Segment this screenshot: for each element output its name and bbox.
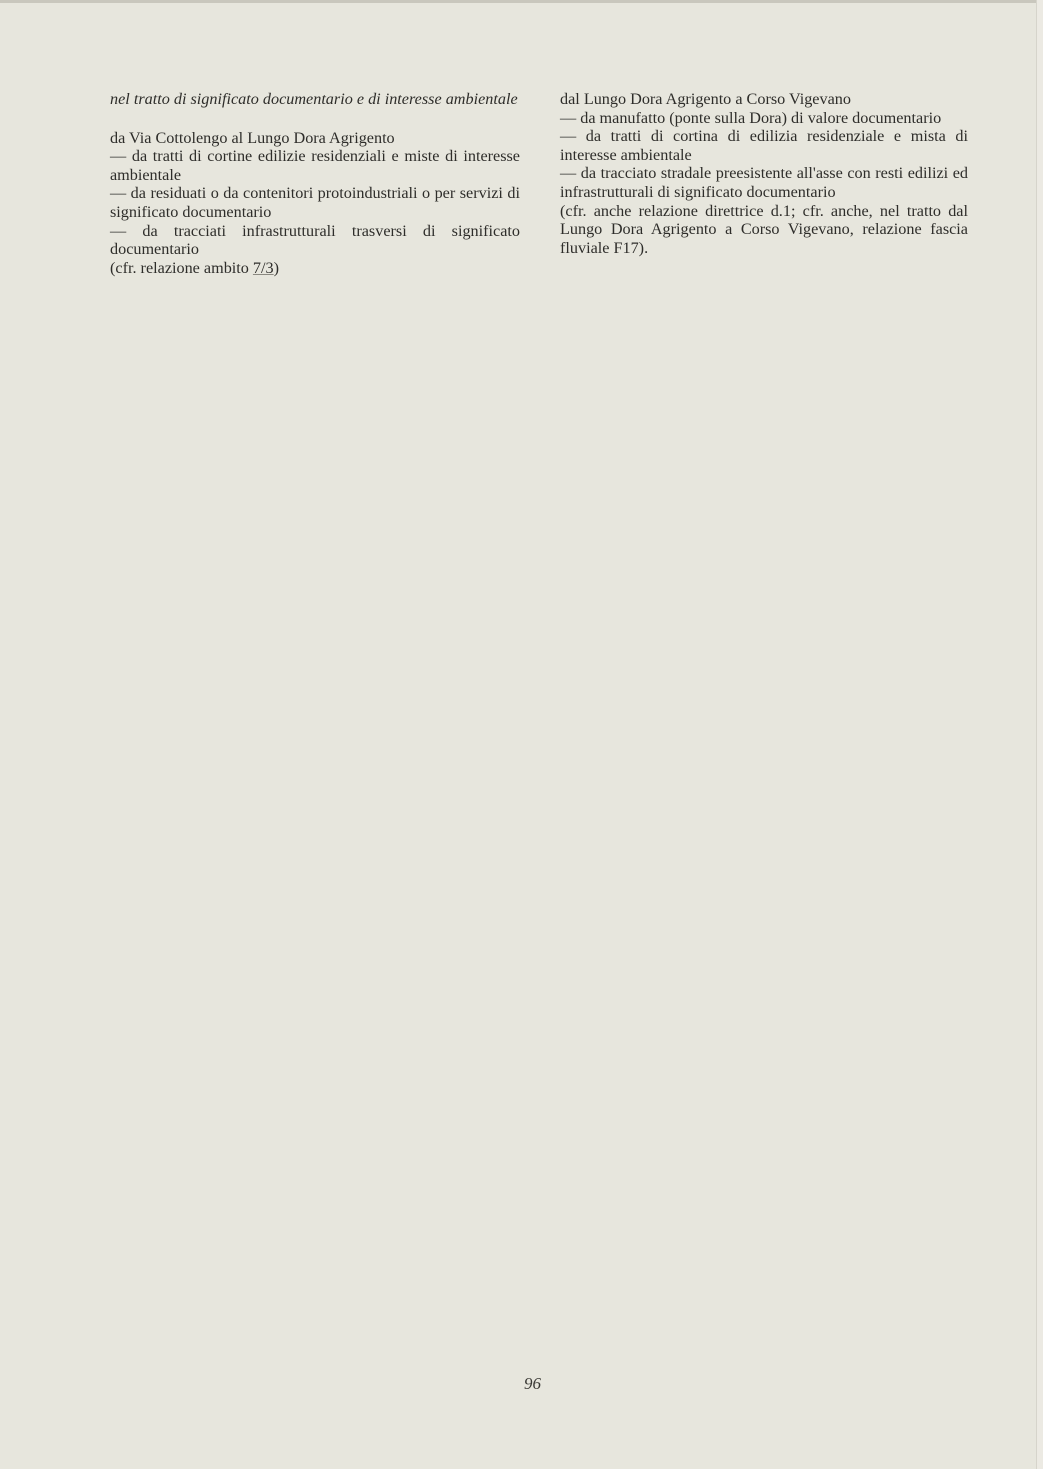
reference-prefix: (cfr. relazione ambito	[110, 258, 253, 277]
left-item: — da residuati o da contenitori protoindustriali o per servizi di significato documentario	[110, 184, 520, 221]
right-item: — da tracciato stradale preesistente all'asse con resti edilizi ed infrastrutturali di significato documentario	[560, 164, 968, 201]
right-reference: (cfr. anche relazione direttrice d.1; cfr. anche, nel tratto dal Lungo Dora Agrigento a Corso Vigevano, relazione fascia fluviale F17).	[560, 201, 968, 257]
right-section-title: dal Lungo Dora Agrigento a Corso Vigevano	[560, 90, 851, 108]
left-item: — da tratti di cortine edilizie residenziali e miste di interesse ambientale	[110, 147, 520, 184]
page-right-edge	[1036, 0, 1043, 1469]
reference-suffix: )	[273, 258, 279, 277]
reference-link: 7/3	[252, 258, 274, 277]
page-number: 96	[524, 1374, 541, 1393]
right-column	[560, 90, 968, 257]
left-section-title: da Via Cottolengo al Lungo Dora Agrigento	[110, 128, 395, 147]
right-item: — da tratti di cortina di edilizia residenziale e mista di interesse ambientale	[560, 127, 968, 164]
left-reference	[110, 259, 520, 278]
page-top-edge	[0, 0, 1043, 3]
left-heading: nel tratto di significato documentario e di interesse ambientale	[110, 90, 518, 108]
right-item: — da manufatto (ponte sulla Dora) di valore documentario	[560, 108, 942, 127]
left-item: — da tracciati infrastrutturali trasversi di significato documentario	[110, 221, 520, 259]
left-column	[110, 90, 520, 277]
